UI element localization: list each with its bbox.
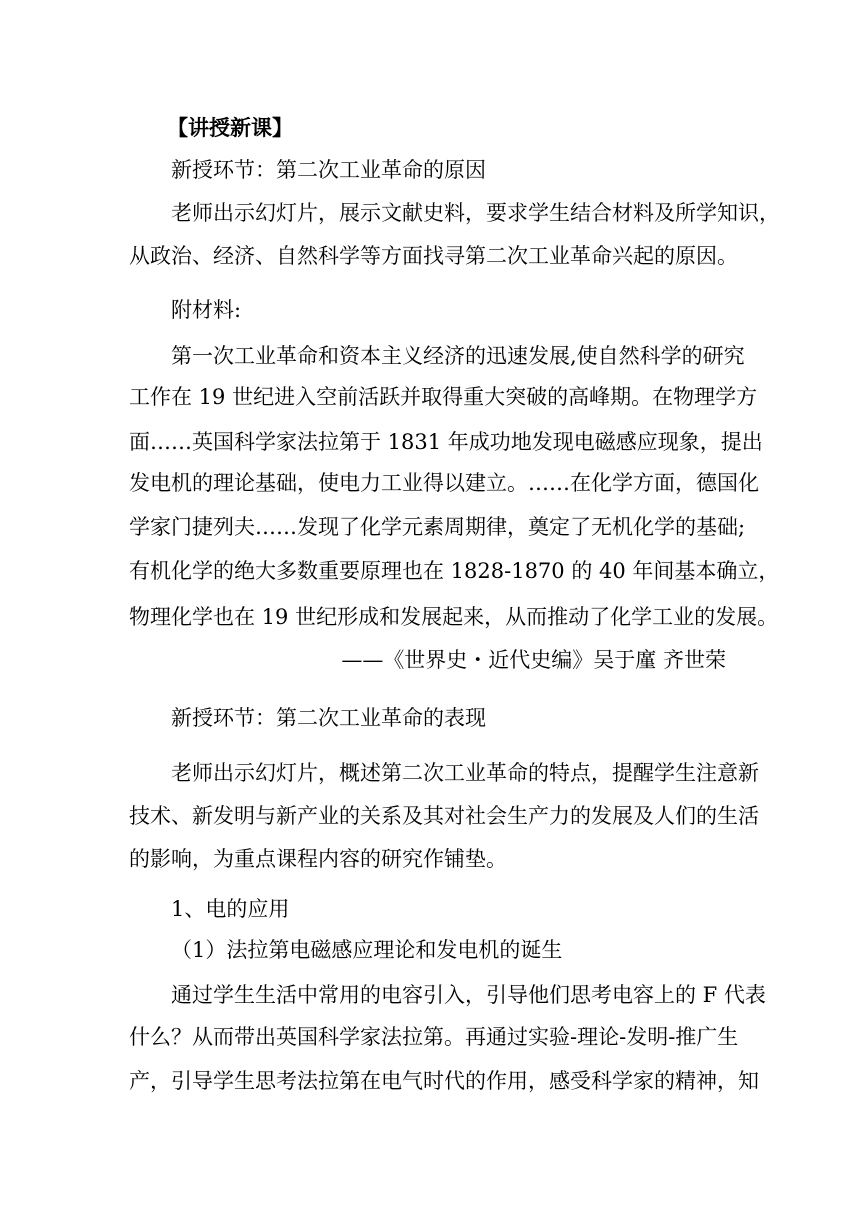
- material-line: 第一次工业革命和资本主义经济的迅速发展,使自然科学的研究: [171, 344, 745, 368]
- material-label: 附材料:: [171, 298, 242, 322]
- sub-item-faraday: （1）法拉第电磁感应理论和发电机的诞生: [171, 938, 563, 962]
- material-line: 物理化学也在 19 世纪形成和发展起来，从而推动了化学工业的发展。: [129, 605, 779, 629]
- paragraph-line: 老师出示幻灯片，概述第二次工业革命的特点，提醒学生注意新: [171, 761, 759, 785]
- paragraph-line: 技术、新发明与新产业的关系及其对社会生产力的发展及人们的生活: [129, 804, 759, 828]
- paragraph-line: 老师出示幻灯片，展示文献史料，要求学生结合材料及所学知识，: [171, 201, 780, 225]
- material-line: 面……英国科学家法拉第于 1831 年成功地发现电磁感应现象，提出: [129, 430, 763, 454]
- lesson-heading: 【讲授新课】: [167, 115, 293, 140]
- list-item-electricity: 1、电的应用: [171, 897, 290, 921]
- material-line: 发电机的理论基础，使电力工业得以建立。……在化学方面，德国化: [129, 471, 759, 495]
- material-line: 工作在 19 世纪进入空前活跃并取得重大突破的高峰期。在物理学方: [129, 385, 758, 409]
- paragraph-line: 的影响，为重点课程内容的研究作铺垫。: [129, 847, 507, 871]
- material-line: 有机化学的绝大多数重要原理也在 1828-1870 的 40 年间基本确立，: [129, 559, 780, 583]
- source-attribution: ——《世界史・近代史编》吴于廑 齐世荣: [341, 648, 726, 672]
- paragraph-line: 什么？从而带出英国科学家法拉第。再通过实验-理论-发明-推广生: [129, 1025, 739, 1049]
- material-line: 学家门捷列夫……发现了化学元素周期律，奠定了无机化学的基础;: [129, 515, 746, 539]
- paragraph-line: 从政治、经济、自然科学等方面找寻第二次工业革命兴起的原因。: [129, 244, 738, 268]
- paragraph-line: 通过学生生活中常用的电容引入，引导他们思考电容上的 F 代表: [171, 983, 766, 1007]
- section-title-causes: 新授环节：第二次工业革命的原因: [171, 158, 486, 182]
- paragraph-line: 产，引导学生思考法拉第在电气时代的作用，感受科学家的精神，知: [129, 1069, 759, 1093]
- section-title-manifestations: 新授环节：第二次工业革命的表现: [171, 706, 486, 730]
